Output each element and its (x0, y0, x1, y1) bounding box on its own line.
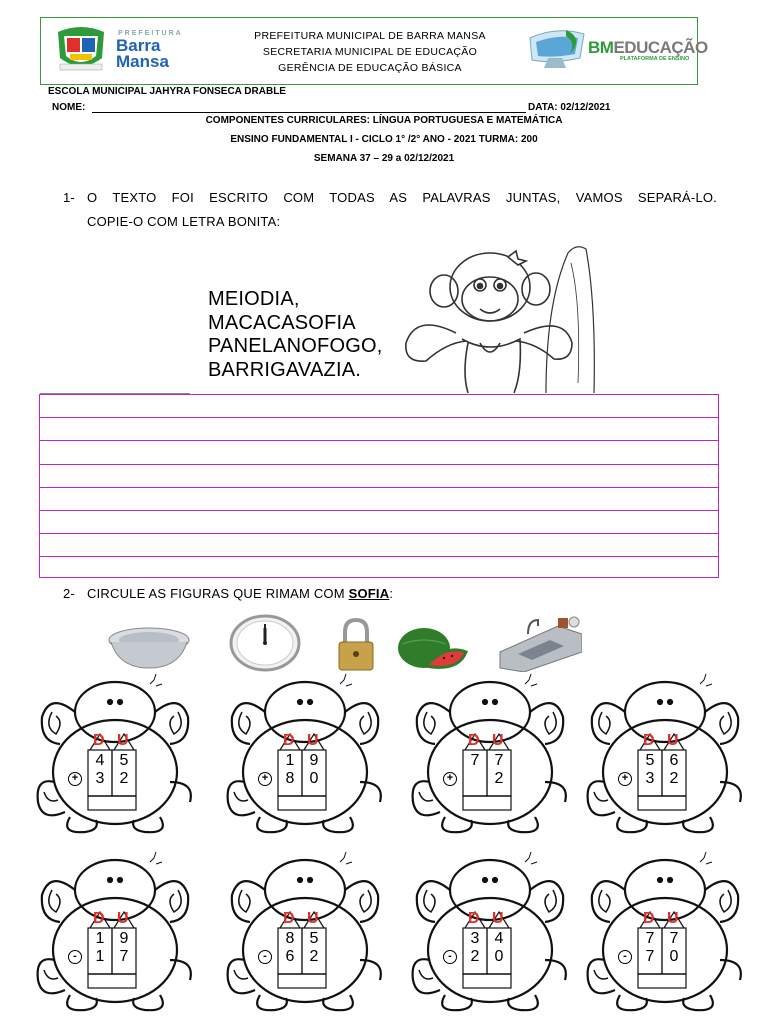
header-line-2: SECRETARIA MUNICIPAL DE EDUCAÇÃO (262, 46, 478, 58)
tens-digit-bottom: 6 (285, 948, 295, 965)
question-1-number: 1- (63, 190, 75, 205)
units-digit-bottom: 2 (309, 948, 319, 965)
city-logo-prefix: PREFEITURA (118, 30, 183, 37)
name-field-line[interactable] (92, 112, 526, 113)
units-digit-top: 7 (669, 930, 679, 947)
bowl-icon[interactable] (107, 624, 191, 672)
operation-sign: - (258, 950, 272, 964)
header-institution (200, 28, 540, 76)
bm-logo-word: EDUCAÇÃO (613, 38, 708, 57)
writing-line (40, 533, 718, 534)
math-card (30, 850, 200, 1015)
writing-line (40, 487, 718, 488)
units-digit-bottom: 0 (309, 770, 319, 787)
city-crest-icon (52, 24, 110, 74)
tens-column-label: D (283, 732, 295, 749)
monkey-illustration (396, 243, 601, 395)
clock-icon[interactable] (229, 614, 301, 672)
writing-line (40, 556, 718, 557)
units-column-label: U (307, 910, 319, 927)
units-digit-bottom: 0 (669, 948, 679, 965)
writing-line (40, 510, 718, 511)
tens-digit-top: 4 (95, 752, 105, 769)
operation-sign: + (258, 772, 272, 786)
units-digit-top: 9 (309, 752, 319, 769)
date-label: DATA: 02/12/2021 (528, 102, 611, 113)
question-2-number: 2- (63, 586, 75, 601)
city-logo-name (116, 38, 169, 70)
school-level: ENSINO FUNDAMENTAL I - CICLO 1° /2° ANO - 2021 TURMA: 200 (230, 134, 538, 145)
poem-line: MACACASOFIA (208, 311, 356, 334)
poem-line: MEIODIA, (208, 288, 300, 310)
tens-digit-bottom: 8 (285, 770, 295, 787)
tens-digit-top: 3 (470, 930, 480, 947)
question-1-text-line-2: COPIE-O COM LETRA BONITA: (87, 214, 281, 229)
question-2-suffix: : (389, 586, 394, 601)
units-column-label: U (117, 910, 129, 927)
operation-sign: - (618, 950, 632, 964)
sink-icon[interactable] (498, 612, 582, 672)
units-column-label: U (667, 732, 679, 749)
operation-sign: + (443, 772, 457, 786)
tens-column-label: D (93, 732, 105, 749)
units-digit-bottom: 7 (119, 948, 129, 965)
operation-sign: + (618, 772, 632, 786)
tens-column-label: D (468, 910, 480, 927)
header-line-1: PREFEITURA MUNICIPAL DE BARRA MANSA (254, 30, 486, 42)
tens-digit-bottom: 7 (645, 948, 655, 965)
poem-line: BARRIGAVAZIA. (208, 358, 362, 381)
operation-sign: - (68, 950, 82, 964)
writing-line (40, 440, 718, 441)
math-card (220, 850, 390, 1015)
poem-line: PANELANOFOGO, (208, 335, 383, 357)
math-card (30, 672, 200, 837)
tens-column-label: D (283, 910, 295, 927)
poem-text (208, 288, 383, 382)
units-digit-top: 7 (494, 752, 504, 769)
math-card (580, 850, 750, 1015)
tens-digit-top: 7 (470, 752, 480, 769)
bm-logo-prefix: BM (588, 38, 614, 57)
units-column-label: U (492, 910, 504, 927)
units-digit-top: 5 (309, 930, 319, 947)
question-2-text (87, 586, 393, 601)
tens-digit-top: 8 (285, 930, 295, 947)
tens-digit-top: 1 (285, 752, 295, 769)
writing-line (40, 464, 718, 465)
tens-digit-bottom: 2 (470, 948, 480, 965)
tens-column-label: D (93, 910, 105, 927)
units-digit-bottom: 2 (494, 770, 504, 787)
units-column-label: U (307, 732, 319, 749)
writing-line (40, 417, 718, 418)
city-logo-word-1: Barra (116, 36, 161, 55)
units-column-label: U (117, 732, 129, 749)
operation-sign: + (68, 772, 82, 786)
tens-digit-top: 5 (645, 752, 655, 769)
curricular-components: COMPONENTES CURRICULARES: LÍNGUA PORTUGUESA E MATEMÁTICA (205, 115, 563, 126)
math-card (405, 672, 575, 837)
question-2-prompt: CIRCULE AS FIGURAS QUE RIMAM COM (87, 586, 349, 601)
header-line-3: GERÊNCIA DE EDUCAÇÃO BÁSICA (278, 62, 462, 74)
math-card (220, 672, 390, 837)
math-card (405, 850, 575, 1015)
units-column-label: U (492, 732, 504, 749)
tens-digit-bottom: 3 (645, 770, 655, 787)
units-digit-bottom: 2 (119, 770, 129, 787)
week-label: SEMANA 37 – 29 a 02/12/2021 (313, 153, 455, 164)
units-digit-top: 5 (119, 752, 129, 769)
math-card (580, 672, 750, 837)
units-digit-top: 4 (494, 930, 504, 947)
bm-tagline: PLATAFORMA DE ENSINO (620, 56, 690, 62)
question-2-keyword: SOFIA (348, 586, 390, 601)
tens-digit-bottom: 1 (95, 948, 105, 965)
writing-lines-box[interactable] (39, 394, 719, 578)
units-digit-bottom: 0 (494, 948, 504, 965)
city-logo-word-2: Mansa (116, 52, 169, 71)
tens-column-label: D (643, 732, 655, 749)
tens-digit-top: 7 (645, 930, 655, 947)
question-1-text: O TEXTO FOI ESCRITO COM TODAS AS PALAVRAS JUNTAS, VAMOS SEPARÁ-LO. (87, 190, 717, 205)
tens-column-label: D (643, 910, 655, 927)
bm-logo-text (588, 38, 708, 58)
tens-digit-bottom: 3 (95, 770, 105, 787)
units-column-label: U (667, 910, 679, 927)
operation-sign: - (443, 950, 457, 964)
watermelon-icon[interactable] (396, 626, 468, 672)
school-name: ESCOLA MUNICIPAL JAHYRA FONSECA DRABLE (48, 86, 286, 97)
units-digit-top: 9 (119, 930, 129, 947)
units-digit-bottom: 2 (669, 770, 679, 787)
tens-digit-top: 1 (95, 930, 105, 947)
units-digit-top: 6 (669, 752, 679, 769)
padlock-icon[interactable] (335, 618, 377, 672)
tens-column-label: D (468, 732, 480, 749)
bm-monitor-icon (526, 28, 588, 72)
name-label: NOME: (52, 102, 86, 113)
